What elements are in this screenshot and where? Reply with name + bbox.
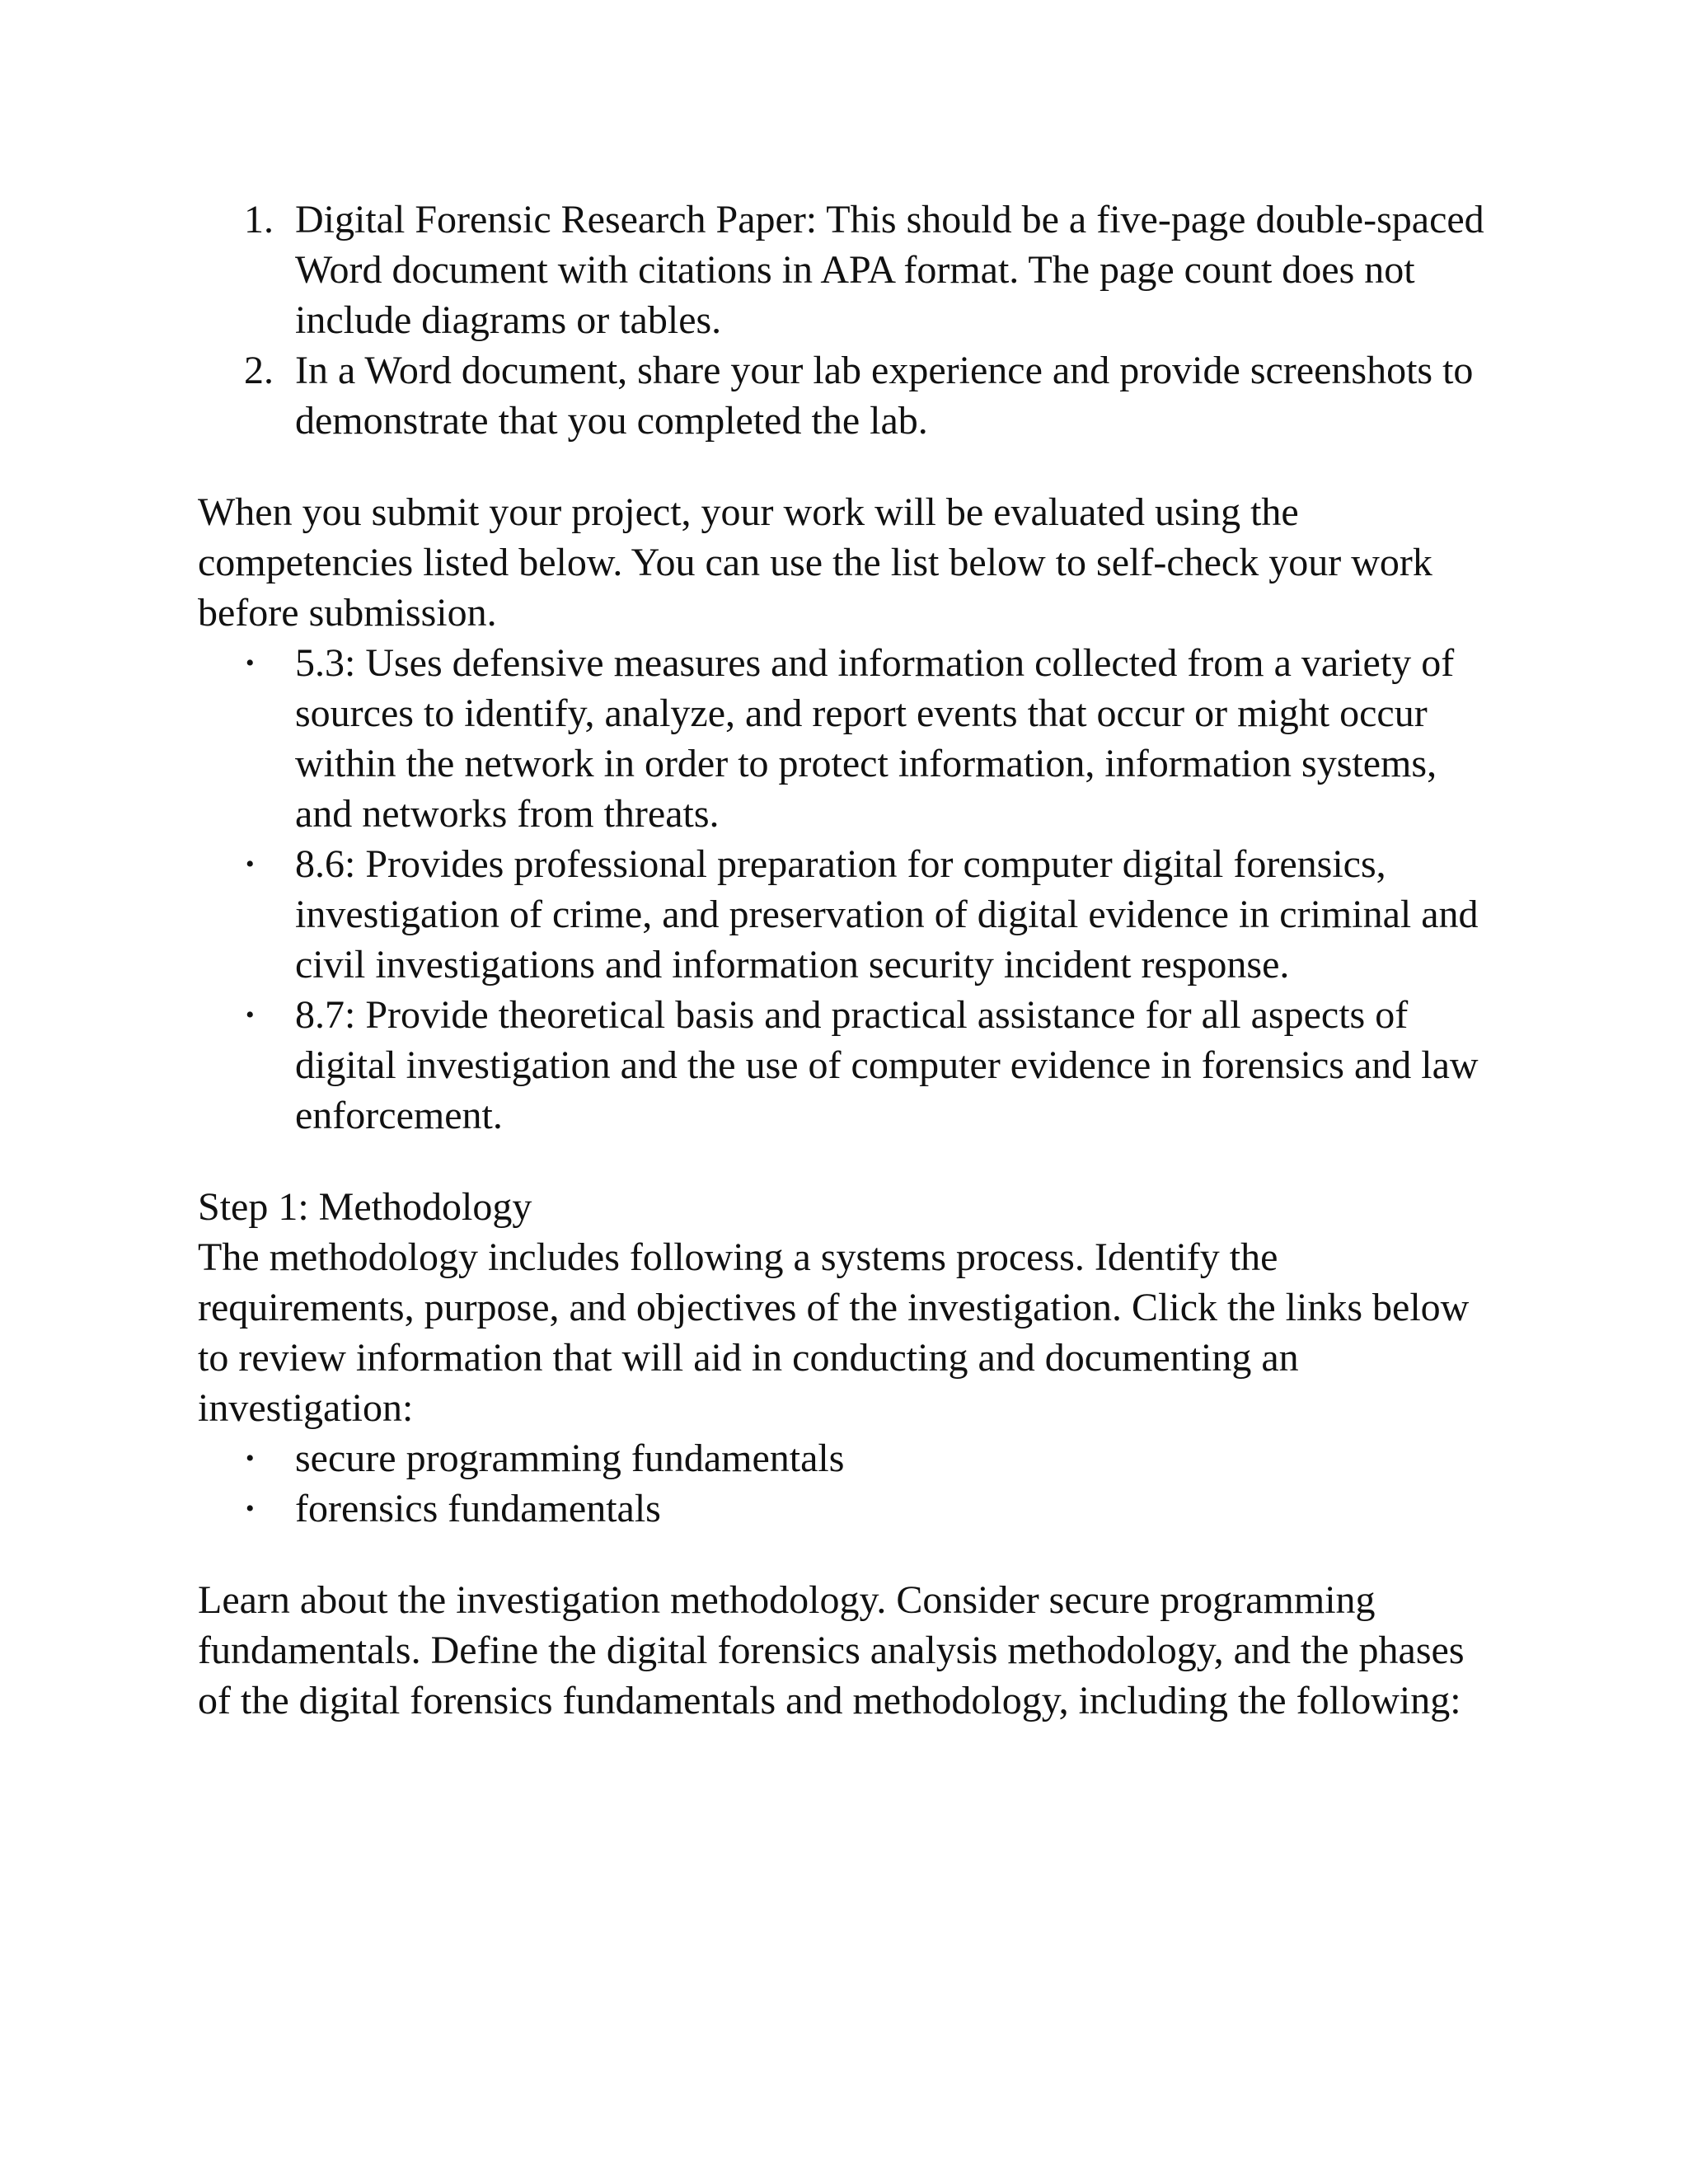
closing-paragraph: Learn about the investigation methodology. Consider secure programming fundamentals. Define the digital forensics analysis methodology, and the phases of the digital forensics fundamentals and methodology, including the following:: [198, 1578, 1465, 1722]
list-item-text: In a Word document, share your lab experience and provide screenshots to demonstrate that you completed the lab.: [295, 349, 1474, 443]
resource-links-list: [198, 1433, 1500, 1534]
deliverables-list: [198, 194, 1500, 446]
list-item: [198, 1433, 1500, 1483]
intro-paragraph: When you submit your project, your work will be evaluated using the competencies listed below. You can use the list below to self-check your work before submission.: [198, 490, 1432, 635]
list-item-text: 8.6: Provides professional preparation for computer digital forensics, investigation of crime, and preservation of digital evidence in criminal and civil investigations and information security incident response.: [295, 842, 1479, 987]
list-item: [198, 839, 1500, 990]
list-item: [198, 1483, 1500, 1534]
list-item: [198, 345, 1500, 446]
list-number: 1.: [244, 198, 274, 241]
list-number: 2.: [244, 349, 274, 392]
list-item-text: 8.7: Provide theoretical basis and practical assistance for all aspects of digital investigation and the use of computer evidence in forensics and law enforcement.: [295, 993, 1479, 1137]
bullet-icon: •: [246, 649, 255, 677]
list-item: [198, 638, 1500, 839]
step-heading: Step 1: Methodology: [198, 1185, 532, 1229]
list-item-text: Digital Forensic Research Paper: This should be a five-page double-spaced Word document with citations in APA format. The page count does not include diagrams or tables.: [295, 198, 1484, 342]
competencies-list: [198, 638, 1500, 1141]
bullet-icon: •: [246, 1495, 255, 1522]
list-item-text: 5.3: Uses defensive measures and information collected from a variety of sources to identify, analyze, and report events that occur or might occur within the network in order to protect information, information systems, and networks from threats.: [295, 641, 1455, 836]
resource-link-forensics[interactable]: forensics fundamentals: [295, 1487, 661, 1530]
list-item: [198, 194, 1500, 345]
document-content: [198, 194, 1500, 1726]
resource-link-secure-programming[interactable]: secure programming fundamentals: [295, 1436, 845, 1480]
bullet-icon: •: [246, 1445, 255, 1472]
bullet-icon: •: [246, 851, 255, 878]
step-body: The methodology includes following a systems process. Identify the requirements, purpose, and objectives of the investigation. Click the links below to review information that will aid in conducting and documenting an investigation:: [198, 1235, 1470, 1430]
list-item: [198, 990, 1500, 1141]
bullet-icon: •: [246, 1001, 255, 1029]
